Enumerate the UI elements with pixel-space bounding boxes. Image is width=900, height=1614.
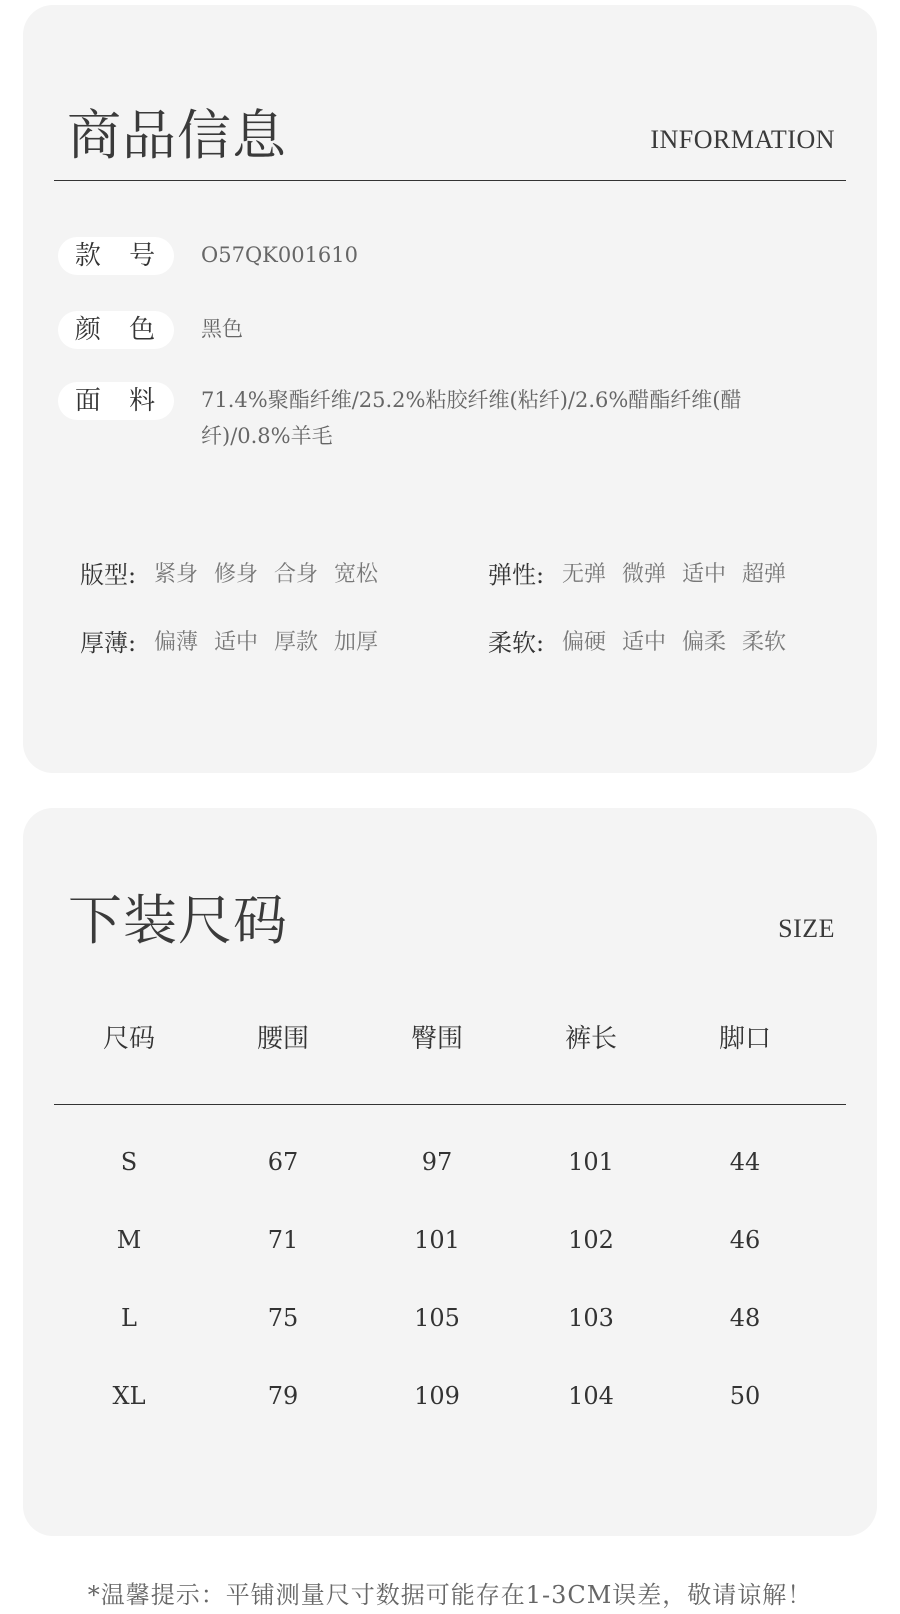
softness-option-selected: 柔软 [741, 625, 787, 656]
table-cell: 103 [568, 1304, 614, 1332]
size-chart-subtitle: SIZE [778, 914, 835, 943]
fit-option: 合身 [273, 562, 318, 587]
table-cell: S [120, 1148, 138, 1176]
column-header: 尺码 [102, 1024, 155, 1054]
fit-label: 版型: [80, 561, 137, 589]
table-cell: 67 [267, 1148, 299, 1176]
fabric-label: 面 料 [58, 382, 174, 420]
softness-option: 偏柔 [681, 630, 726, 655]
table-cell: 79 [267, 1382, 299, 1410]
table-cell: 97 [421, 1148, 453, 1176]
softness-label: 柔软: [488, 629, 545, 657]
style-number-value: O57QK001610 [201, 243, 359, 267]
size-chart-title: 下装尺码 [68, 889, 288, 952]
fabric-value-line2: 纤)/0.8%羊毛 [201, 424, 333, 448]
fit-option: 修身 [213, 562, 258, 587]
column-header: 腰围 [256, 1024, 309, 1054]
fit-option-selected: 宽松 [333, 557, 379, 588]
table-cell: 101 [414, 1226, 460, 1254]
product-info-title: 商品信息 [67, 104, 287, 167]
thickness-option-selected: 适中 [213, 625, 259, 656]
color-value: 黑色 [201, 317, 243, 341]
table-cell: 104 [568, 1382, 614, 1410]
table-cell: 71 [267, 1226, 299, 1254]
table-cell: 102 [568, 1226, 614, 1254]
thickness-option: 偏薄 [153, 630, 198, 655]
fit-option: 紧身 [153, 562, 198, 587]
table-cell: L [121, 1304, 137, 1332]
footnote: *温馨提示：平铺测量尺寸数据可能存在1-3CM误差，敬请谅解！ [87, 1581, 813, 1609]
elasticity-option: 超弹 [741, 562, 786, 587]
softness-option: 适中 [621, 630, 666, 655]
color-label: 颜 色 [58, 311, 174, 349]
softness-option: 偏硬 [561, 630, 606, 655]
size-chart-card [23, 808, 877, 1536]
elasticity-option-selected: 适中 [681, 557, 727, 588]
table-cell: M [116, 1226, 142, 1254]
table-cell: 48 [729, 1304, 761, 1332]
table-cell: 105 [414, 1304, 460, 1332]
thickness-label: 厚薄: [80, 629, 137, 657]
table-cell: 50 [729, 1382, 761, 1410]
table-cell: 109 [414, 1382, 460, 1410]
table-cell: 75 [267, 1304, 299, 1332]
elasticity-option: 微弹 [621, 562, 666, 587]
table-cell: 44 [729, 1148, 761, 1176]
thickness-option: 加厚 [333, 630, 378, 655]
style-number-label: 款 号 [58, 237, 174, 275]
product-info-subtitle: INFORMATION [650, 125, 835, 154]
table-cell: 101 [568, 1148, 614, 1176]
table-cell: 46 [729, 1226, 761, 1254]
elasticity-label: 弹性: [488, 561, 545, 589]
fabric-value-line1: 71.4%聚酯纤维/25.2%粘胶纤维(粘纤)/2.6%醋酯纤维(醋 [201, 388, 742, 412]
product-info-card [23, 5, 877, 773]
column-header: 臀围 [410, 1024, 463, 1054]
column-header: 裤长 [564, 1024, 617, 1054]
thickness-option: 厚款 [273, 630, 318, 655]
elasticity-option: 无弹 [561, 562, 606, 587]
divider [54, 1104, 846, 1105]
column-header: 脚口 [718, 1024, 771, 1054]
table-cell: XL [112, 1382, 146, 1410]
divider [54, 180, 846, 181]
